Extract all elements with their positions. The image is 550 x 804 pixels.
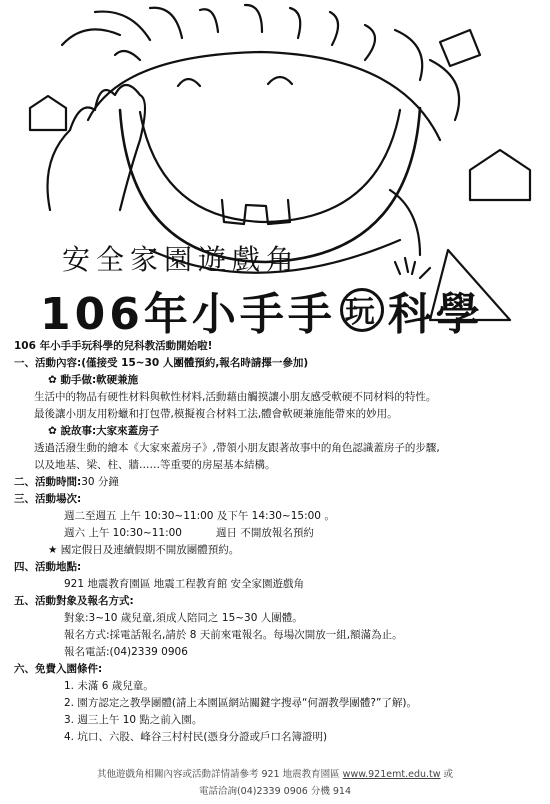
section-6-heading: 六、免費入園條件: <box>14 663 103 675</box>
schedule-sunday: 週日 不開放報名預約 <box>216 527 314 539</box>
right-eye <box>268 77 292 84</box>
sparkle-doodle <box>395 258 430 278</box>
footer-text-end: 或 <box>440 769 454 780</box>
intro-text: 106 年小手手玩科學的兒科教活動開始啦! <box>14 340 213 352</box>
hair-strand <box>95 12 150 40</box>
registration-phone: 報名電話:(04)2339 0906 <box>64 646 188 658</box>
section-2-row <box>14 474 538 491</box>
footer-line-2: 電話洽詢(04)2339 0906 分機 914 <box>198 786 352 797</box>
hair-strand <box>395 30 422 80</box>
hair-strand <box>330 12 338 45</box>
section-1-heading: 一、活動內容: <box>14 357 82 369</box>
hair-strand <box>430 60 459 120</box>
footer-line-1 <box>0 766 550 780</box>
activity-2-desc-2: 以及地基、梁、柱、牆……等重要的房屋基本結構。 <box>34 459 276 471</box>
title-part-b: 科學 <box>387 289 484 340</box>
free-entry-item: 3. 週三上午 10 點之前入園。 <box>64 714 203 726</box>
section-1-heading-row <box>14 355 538 372</box>
left-eye <box>178 79 200 86</box>
activity-1-desc-1: 生活中的物品有硬性材料與軟性材料,活動藉由觸摸讓小朋友感受軟硬不同材料的特性。 <box>34 391 437 403</box>
section-1-note: (僅接受 15~30 人團體預約,報名時請擇一參加) <box>81 357 309 369</box>
free-entry-item: 1. 未滿 6 歲兒童。 <box>64 680 154 692</box>
star-icon: ✿ <box>48 425 61 437</box>
house-doodle <box>440 30 480 66</box>
hair-strand <box>150 8 182 38</box>
activity-1-desc-2: 最後讓小朋友用粉蠟和打包帶,模擬複合材料工法,體會軟硬兼施能帶來的妙用。 <box>34 408 398 420</box>
section-5-heading: 五、活動對象及報名方式: <box>14 595 134 607</box>
hair-strand <box>62 29 120 45</box>
section-4-heading: 四、活動地點: <box>14 561 82 573</box>
hand <box>48 85 146 210</box>
title-line-2 <box>40 278 484 342</box>
activity-1-title-text: 動手做:軟硬兼施 <box>60 374 139 386</box>
hair-strand <box>365 25 375 60</box>
star-icon: ✿ <box>48 374 61 386</box>
activity-2-desc-1: 透過活潑生動的繪本《大家來蓋房子》,帶領小朋友跟著故事中的角色認識蓋房子的步驟, <box>34 442 440 454</box>
schedule-row-2 <box>14 525 538 542</box>
section-2-value: 30 分鐘 <box>81 476 119 488</box>
target-audience: 對象:3~10 歲兒童,須成人陪同之 15~30 人團體。 <box>64 612 303 624</box>
section-3-heading: 三、活動場次: <box>14 493 82 505</box>
flyer-body <box>14 338 538 746</box>
activity-1-title <box>14 372 538 389</box>
schedule-row-1: 週二至週五 上午 10:30~11:00 及下午 14:30~15:00 。 <box>64 510 335 522</box>
registration-method: 報名方式:採電話報名,請於 8 天前來電報名。每場次開放一組,額滿為止。 <box>64 629 403 641</box>
section-2-heading: 二、活動時間: <box>14 476 82 488</box>
hair-strand <box>115 51 140 60</box>
footer-text: 其他遊戲角相關內容或活動詳情請參考 921 地震教育園區 <box>96 769 340 780</box>
house-doodle <box>30 96 66 130</box>
hair-strand <box>245 5 262 32</box>
title-part-a: 106年小手手 <box>40 289 336 340</box>
free-entry-item: 4. 坑口、六股、峰谷三村村民(憑身分證或戶口名簿證明) <box>64 731 328 743</box>
schedule-saturday: 週六 上午 10:30~11:00 <box>64 527 182 539</box>
mouth-inner <box>140 110 400 222</box>
hair-strand <box>200 9 218 32</box>
title-line-1: 安全家園遊戲角 <box>62 243 301 276</box>
activity-2-title-text: 說故事:大家來蓋房子 <box>60 425 160 437</box>
free-entry-item: 2. 園方認定之教學團體(請上本園區網站關鍵字搜尋“何謂教學團體?”了解)。 <box>64 697 417 709</box>
house-doodle <box>470 150 530 200</box>
title-circled-char: 玩 <box>340 288 384 332</box>
hair-strand <box>290 8 300 38</box>
activity-2-title <box>14 423 538 440</box>
footer-website-link[interactable]: www.921emt.edu.tw <box>342 769 441 780</box>
schedule-note: ★ 國定假日及連續假期不開放團體預約。 <box>48 544 240 556</box>
section-4-value: 921 地震教育園區 地震工程教育館 安全家園遊戲角 <box>64 578 305 590</box>
